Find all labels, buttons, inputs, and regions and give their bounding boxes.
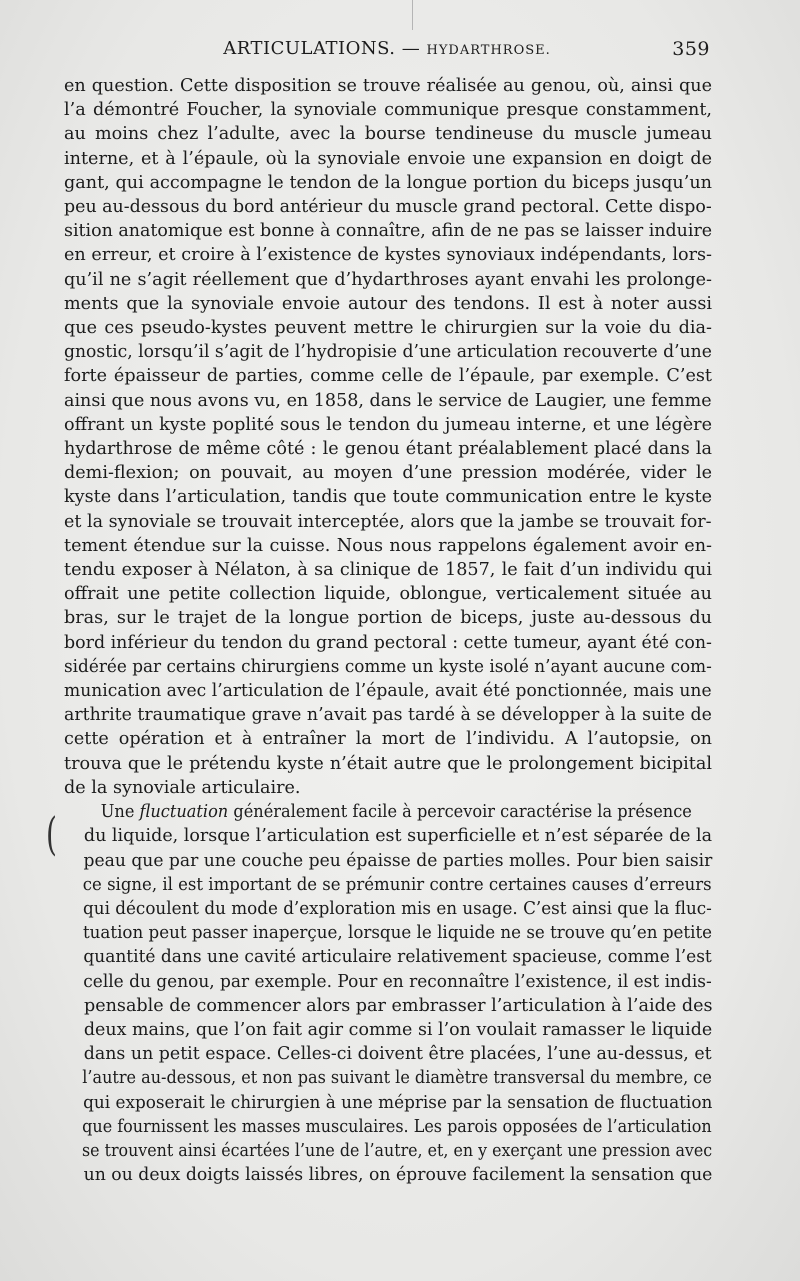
text-line: ments que la synoviale envoie autour des tendons. Il est à noter aussi <box>64 293 712 314</box>
text-line: de la synoviale articulaire. <box>64 777 301 798</box>
text-line: qu’il ne s’agit réellement que d’hydarthroses ayant envahi les prolonge- <box>64 269 712 290</box>
text-line: que fournissent les masses musculaires. Les parois opposées de l’articulation <box>82 1116 712 1137</box>
text-line: du liquide, lorsque l’articulation est superficielle et n’est séparée de la <box>83 826 713 847</box>
text-line: arthrite traumatique grave n’avait pas tardé à se développer à la suite de <box>64 705 712 726</box>
text-line: demi-flexion; on pouvait, au moyen d’une pression modérée, vider le <box>64 463 712 484</box>
text-line: celle du genou, par exemple. Pour en reconnaître l’existence, il est indis- <box>83 971 712 992</box>
text-line: peau que par une couche peu épaisse de parties molles. Pour bien saisir <box>83 850 713 871</box>
text-line: que ces pseudo-kystes peuvent mettre le chirurgien sur la voie du dia- <box>64 318 712 339</box>
page-number: 359 <box>672 38 710 60</box>
text-line: offrant un kyste poplité sous le tendon du jumeau interne, et une légère <box>64 414 712 435</box>
margin-bracket: ( <box>46 808 57 861</box>
text-line: sition anatomique est bonne à connaître, afin de ne pas se laisser induire <box>64 221 713 242</box>
emphasis: fluctuation <box>139 802 229 823</box>
text-line: se trouvent ainsi écartées l’une de l’autre, et, en y exerçant une pression avec <box>82 1140 713 1161</box>
text-line: gant, qui accompagne le tendon de la longue portion du biceps jusqu’un <box>64 172 712 193</box>
running-title-main: ARTICULATIONS. — <box>223 38 421 59</box>
text-line: interne, et à l’épaule, où la synoviale envoie une expansion en doigt de <box>64 148 712 169</box>
text-line: Une fluctuation généralement facile à percevoir caractérise la présence <box>100 802 692 823</box>
paragraph <box>64 800 712 1187</box>
text-line: ce signe, il est important de se prémunir contre certaines causes d’erreurs <box>82 874 712 895</box>
text-line: qui exposerait le chirurgien à une méprise par la sensation de fluctuation <box>83 1092 713 1113</box>
text-line: tendu exposer à Nélaton, à sa clinique de 1857, le fait d’un individu qui <box>64 560 712 581</box>
text-line: un ou deux doigts laissés libres, on éprouve facilement la sensation que <box>83 1165 713 1186</box>
text-line: trouva que le prétendu kyste n’était autre que le prolongement bicipital <box>64 753 712 774</box>
text-line: bord inférieur du tendon du grand pectoral : cette tumeur, ayant été con- <box>64 632 712 653</box>
text-line: l’autre au-dessous, et non pas suivant le diamètre transversal du membre, ce <box>82 1068 712 1089</box>
text-line: ainsi que nous avons vu, en 1858, dans le service de Laugier, une femme <box>64 390 712 411</box>
body-text <box>64 74 712 1187</box>
running-title-sub: HYDARTHROSE. <box>426 43 551 58</box>
text-line: quantité dans une cavité articulaire relativement spacieuse, comme l’est <box>83 947 712 968</box>
paragraph <box>64 74 712 800</box>
running-title <box>64 38 710 59</box>
text-line: bras, sur le trajet de la longue portion de biceps, juste au-dessous du <box>64 608 712 629</box>
running-header <box>64 38 710 72</box>
text-line: kyste dans l’articulation, tandis que toute communication entre le kyste <box>64 487 712 508</box>
text-line: offrait une petite collection liquide, oblongue, verticalement située au <box>64 584 712 605</box>
text-line: au moins chez l’adulte, avec la bourse tendineuse du muscle jumeau <box>64 124 712 145</box>
text-line: munication avec l’articulation de l’épaule, avait été ponctionnée, mais une <box>64 681 712 702</box>
text-line: deux mains, que l’on fait agir comme si l’on voulait ramasser le liquide <box>83 1019 713 1040</box>
text-line: qui découlent du mode d’exploration mis en usage. C’est ainsi que la fluc- <box>83 898 712 919</box>
text-line: gnostic, lorsqu’il s’agit de l’hydropisie d’une articulation recouverte d’une <box>64 342 712 363</box>
text-line: dans un petit espace. Celles-ci doivent être placées, l’une au-dessus, et <box>83 1044 712 1065</box>
text-line: sidérée par certains chirurgiens comme un kyste isolé n’ayant aucune com- <box>64 656 712 677</box>
text-line: tuation peut passer inaperçue, lorsque le liquide ne se trouve qu’en petite <box>82 923 713 944</box>
text-line: forte épaisseur de parties, comme celle de l’épaule, par exemple. C’est <box>64 366 712 387</box>
text-line: peu au-dessous du bord antérieur du muscle grand pectoral. Cette dispo- <box>64 197 712 218</box>
text-line: cette opération et à entraîner la mort de l’individu. A l’autopsie, on <box>64 729 712 750</box>
text-line: en question. Cette disposition se trouve réalisée au genou, où, ainsi que <box>64 76 712 96</box>
text-line: en erreur, et croire à l’existence de kystes synoviaux indépendants, lors- <box>64 245 712 266</box>
text-line: pensable de commencer alors par embrasser l’articulation à l’aide des <box>83 995 713 1016</box>
text-line: tement étendue sur la cuisse. Nous nous rappelons également avoir en- <box>64 535 712 556</box>
gutter-mark <box>412 0 413 30</box>
text-line: hydarthrose de même côté : le genou étant préalablement placé dans la <box>64 439 712 460</box>
text-line: et la synoviale se trouvait interceptée, alors que la jambe se trouvait for- <box>64 511 712 532</box>
text-line: l’a démontré Foucher, la synoviale communique presque constamment, <box>64 100 712 121</box>
